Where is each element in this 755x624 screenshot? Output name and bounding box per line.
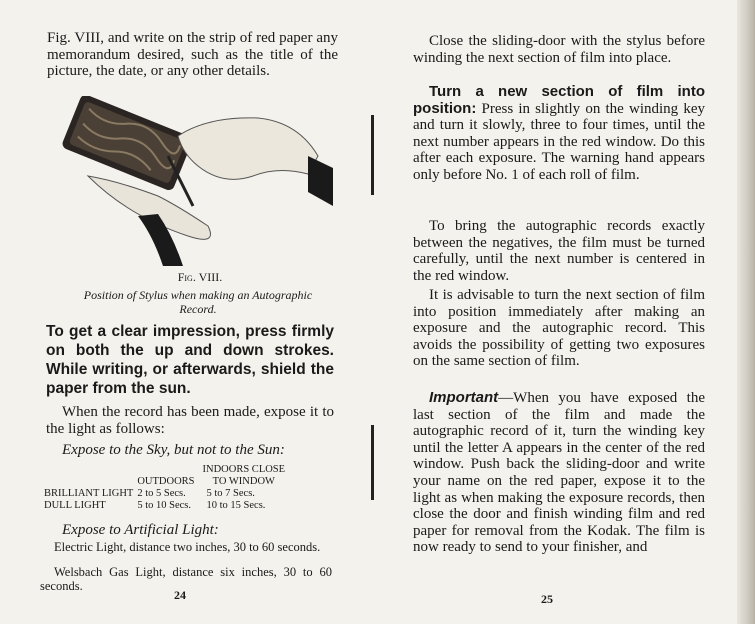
right-paragraph-1: Close the sliding-door with the stylus before winding the next section of film into place. [413, 33, 705, 66]
figure-8-illustration [58, 96, 333, 268]
table-header-indoors-2: TO WINDOW [212, 476, 275, 487]
row-indoors: 5 to 7 Secs. [206, 488, 255, 499]
electric-light-line: Electric Light, distance two inches, 30 to 60 seconds. [54, 540, 321, 554]
table-header-outdoors: OUTDOORS [137, 476, 195, 487]
right-page-number: 25 [541, 592, 553, 606]
turn-section-paragraph [413, 84, 705, 184]
row-outdoors: 2 to 5 Secs. [137, 488, 186, 499]
turn-heading: Turn a new section of film into position: [413, 83, 705, 117]
row-outdoors: 5 to 10 Secs. [137, 500, 192, 511]
expose-sky-heading: Expose to the Sky, but not to the Sun: [62, 442, 285, 458]
figure-label: Fig. VIII. [177, 270, 223, 284]
right-paragraph-4: It is advisable to turn the next section of film into position immediately after making an exposure and the autographic record. This avoids the possibility of getting two exposures on the same section of film. [413, 287, 705, 370]
table-header-indoors-1: INDOORS CLOSE [202, 464, 286, 475]
important-paragraph [413, 390, 705, 556]
left-paragraph-1: Fig. VIII, and write on the strip of red paper any memorandum desired, such as the title of the picture, the date, or any other details. [47, 30, 338, 80]
bold-instruction: To get a clear impression, press firmly on both the up and down strokes. While writing, or afterwards, shield the paper from the sun. [46, 323, 334, 397]
left-page [0, 0, 375, 624]
important-heading: Important [429, 389, 499, 406]
welsbach-light-line: Welsbach Gas Light, distance six inches, 30 to 60 seconds. [40, 565, 332, 593]
table-row [44, 488, 289, 500]
table-row [44, 500, 289, 512]
row-label: BRILLIANT LIGHT [44, 488, 134, 499]
figure-caption: Position of Stylus when making an Autographic Record. [83, 288, 313, 316]
gutter-mark-bottom [371, 425, 374, 500]
artificial-light-heading: Expose to Artificial Light: [62, 522, 219, 538]
right-paragraph-3: To bring the autographic records exactly between the negatives, the film must be turned carefully, until the next number is centered in the red window. [413, 218, 705, 284]
left-page-number: 24 [174, 588, 186, 602]
gutter-mark-top [371, 115, 374, 195]
page-edge [737, 0, 755, 624]
row-indoors: 10 to 15 Secs. [206, 500, 266, 511]
exposure-table [44, 464, 289, 512]
row-label: DULL LIGHT [44, 500, 106, 511]
important-body: —When you have exposed the last section of the film and made the autographic record of it, turn the winding key until the letter A appears in the center of the red window. Push back the sliding-door and write your name on the red paper, expose it to the light as when making the exposure records, then close the door and finish winding film and red paper for removal from the Kodak. The film is now ready to send to your finisher, and [413, 390, 705, 556]
turn-body: Press in slightly on the winding key and turn it slowly, three to four times, until the next number appears in the red window. Do this after each exposure. The warning hand appears only before No. 1 of each roll of film. [413, 100, 705, 183]
left-paragraph-2: When the record has been made, expose it to the light as follows: [46, 404, 334, 437]
right-page [390, 0, 720, 624]
